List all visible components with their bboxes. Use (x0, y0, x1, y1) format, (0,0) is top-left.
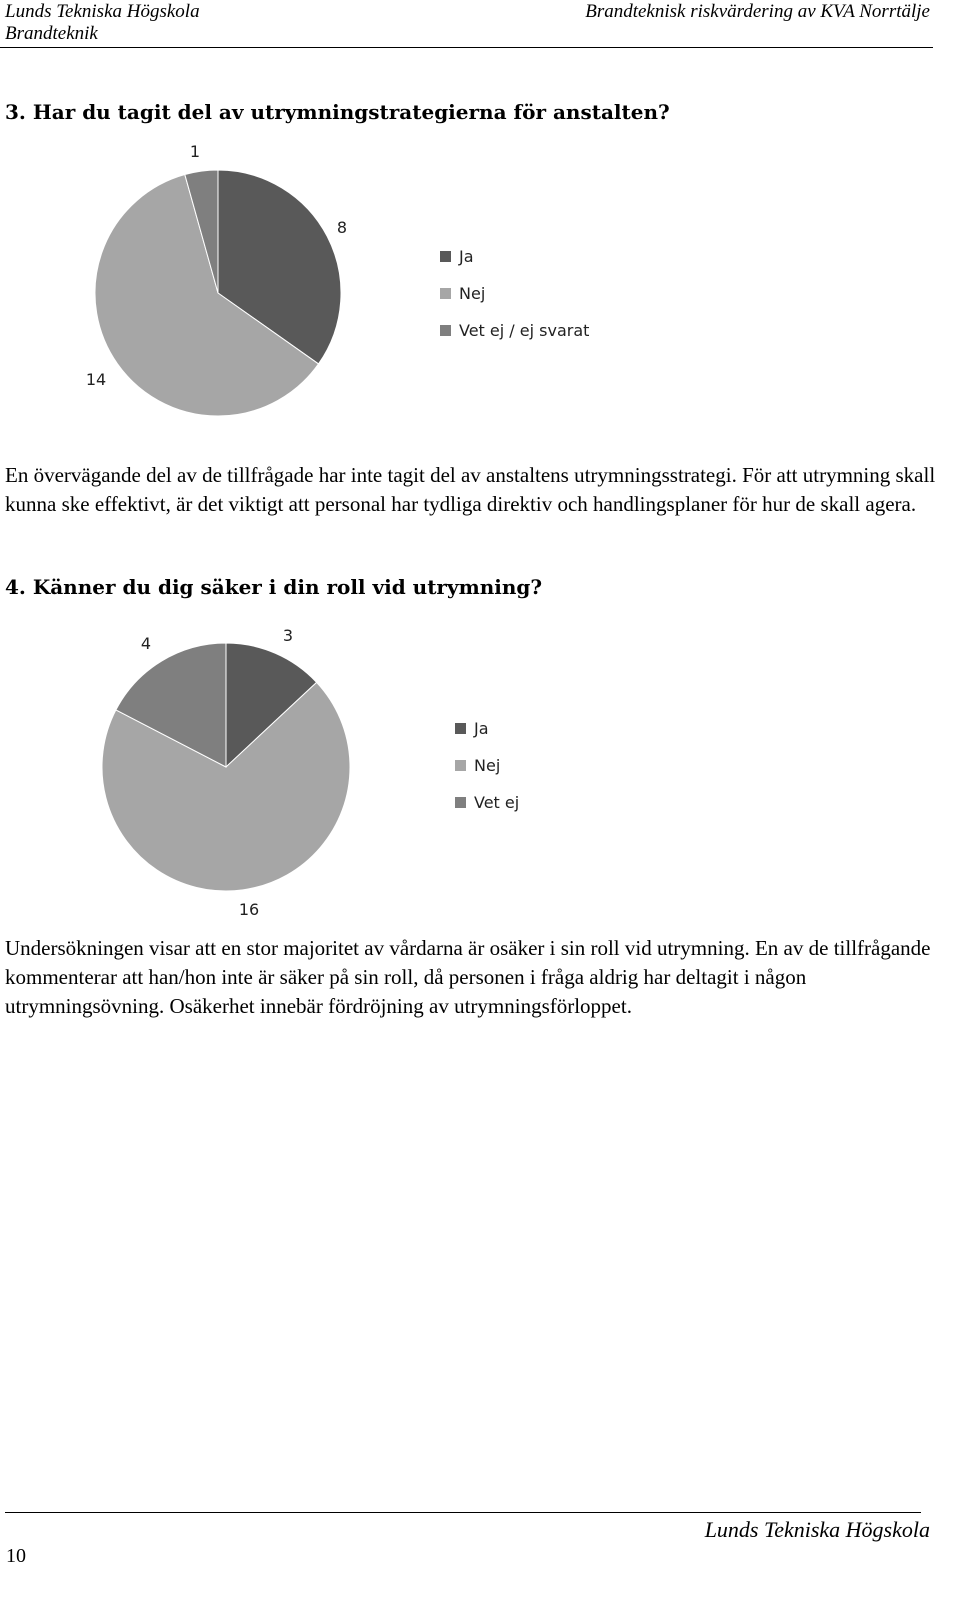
legend-item-vet-ej-q4 (455, 793, 519, 812)
footer-rule (5, 1512, 921, 1513)
legend-label: Nej (459, 284, 486, 303)
q3-heading: 3. Har du tagit del av utrymningstrategierna för anstalten? (5, 100, 670, 124)
page-number: 10 (6, 1545, 26, 1567)
legend-swatch (440, 251, 451, 262)
legend-item-nej-q3 (440, 284, 485, 303)
legend-item-ja-q4 (455, 719, 489, 738)
legend-swatch (440, 325, 451, 336)
footer-school: Lunds Tekniska Högskola (704, 1517, 930, 1542)
pie-data-label: 8 (336, 218, 348, 237)
legend-item-ja-q3 (440, 247, 474, 266)
legend-label: Ja (459, 247, 474, 266)
pie-data-label: 3 (282, 626, 294, 645)
pie-data-label: 16 (238, 900, 260, 919)
legend-swatch (455, 723, 466, 734)
legend-item-nej-q4 (455, 756, 500, 775)
q4-paragraph: Undersökningen visar att en stor majoritet av vårdarna är osäker i sin roll vid utrymning. En av de tillfrågande kommenterar att han/hon inte är säker på sin roll, då personen i fråga aldrig har deltagit i någon utrymningsövning. Osäkerhet innebär fördröjning av utrymningsförloppet. (5, 936, 931, 1018)
legend-label: Vet ej (474, 793, 520, 812)
legend-swatch (440, 288, 451, 299)
legend-label: Nej (474, 756, 501, 775)
q4-heading: 4. Känner du dig säker i din roll vid utrymning? (5, 575, 543, 599)
pie-data-label: 4 (140, 634, 152, 653)
header-document-title: Brandteknisk riskvärdering av KVA Norrtälje (585, 1, 930, 22)
pie-data-label: 14 (85, 370, 107, 389)
legend-swatch (455, 797, 466, 808)
legend-swatch (455, 760, 466, 771)
legend-label: Ja (474, 719, 489, 738)
pie-data-label: 1 (189, 142, 201, 161)
header-department: Brandteknik (5, 23, 98, 44)
header-school: Lunds Tekniska Högskola (5, 1, 200, 22)
legend-label: Vet ej / ej svarat (459, 321, 590, 340)
legend-item-vet-ej-q3 (440, 321, 589, 340)
q3-paragraph: En övervägande del av de tillfrågade har inte tagit del av anstaltens utrymningsstrategi. För att utrymning skall kunna ske effektivt, är det viktigt att personal har tydliga direktiv och handlingsplaner för hur de skall agera. (5, 463, 936, 516)
